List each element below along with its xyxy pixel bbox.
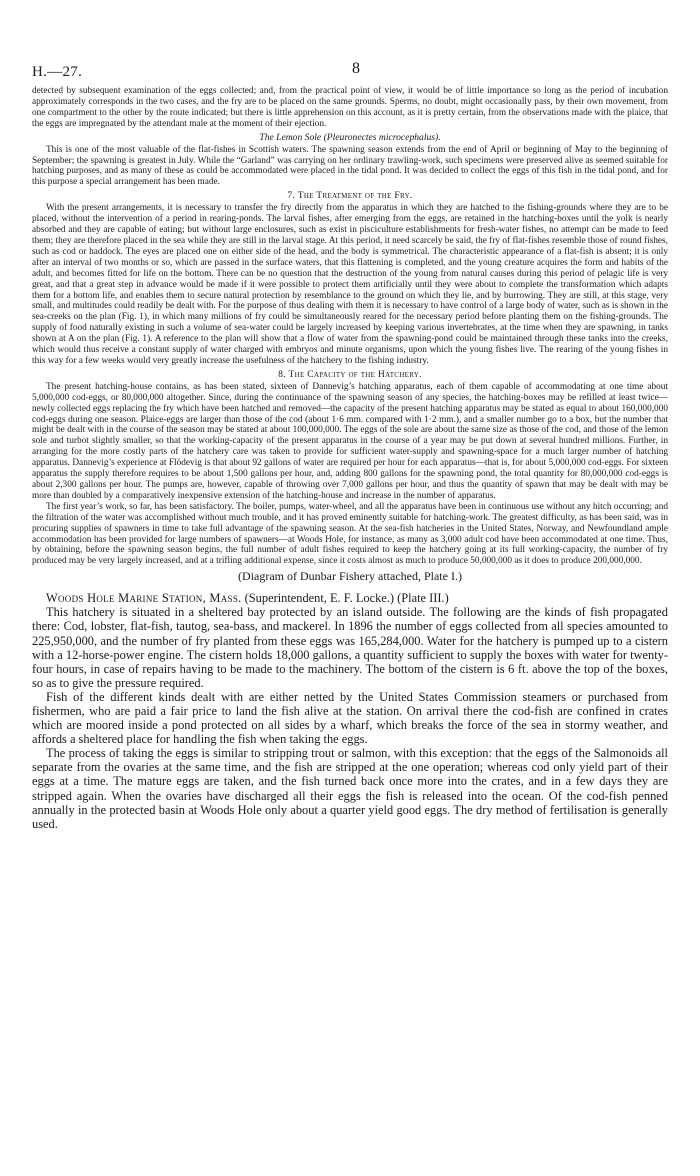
woods-hole-paragraph-3: The process of taking the eggs is similar to stripping trout or salmon, with this exception: that the eggs of the Salmonoids all separate from the ovaries at the same time, and the fish are stripped at the one operation; whereas cod only yield part of their eggs at a time. The mature eggs are taken, and the fish turned back once more into the crates, and in a few days they are stripped again. When the ovaries have discharged all their eggs the fish is released into the ocean. Of the cod-fish penned annually in the protected basin at Woods Hole only about a quarter yield good eggs. The dry method of fertilisation is generally used. — [32, 746, 668, 831]
lemon-sole-heading: The Lemon Sole (Pleuronectes microcephalus). — [259, 131, 441, 143]
small-print-section — [32, 86, 668, 567]
section-7-paragraph: With the present arrangements, it is necessary to transfer the fry directly from the apparatus in which they are hatched to the fishing-grounds where they are to be placed, without the intervention of a period in rearing-ponds. The larval fishes, after emerging from the eggs, are retained in the hatching-boxes until the yolk is nearly absorbed and they are capable of eating; but without large enclosures, such as exist in pisciculture establishments for fresh-water fishes, no attempt can be made to feed them; they are therefore placed in the sea while they are still in the larval stage. At this period, it need scarcely be said, the fry of flat-fishes resemble those of round fishes, such as cod or haddock. The eyes are placed one on either side of the head, and the body is symmetrical. The characteristic appearance of a flat-fish is absent; it is only after an interval of two months or so, which are passed in the surface waters, that this flattening is completed, and the young creature acquires the form and habits of the adult, and becomes fitted for life on the bottom. There can be no question that the destruction of the young from natural causes during this period of pelagic life is very great, and that a great step in advance would be made if it were possible to protect them artificially until they were about to complete the transformation which adapts them for a bottom life, and enables them to secure natural protection by resemblance to the ground on which they lie, and by burrowing. They are still, at this stage, very small, and multitudes could readily be dealt with. For the purpose of thus dealing with them it is necessary to have control of a large body of water, such as is shown in the sea-creeks on the plan (Fig. 1), in which many millions of fry could be simultaneously reared for the necessary period before planting them on the fishing-grounds. The supply of food naturally existing in such a volume of sea-water could be largely increased by keeping various invertebrates, at the time when they are spawning, in tanks shown at A on the plan (Fig. 1). A reference to the plan will show that a flow of water from the spawning-pond could be maintained through these tanks into the creeks, which would thus receive a constant supply of water charged with embryos and minute organisms, upon which the young fishes live. The rearing of the young fishes in this way for a few weeks would very greatly increase the usefulness of the hatchery to the fishing industry. — [32, 203, 668, 366]
document-reference: H.—27. — [32, 64, 83, 80]
woods-hole-section — [32, 591, 668, 831]
page-header — [32, 56, 668, 86]
woods-hole-title: Woods Hole Marine Station, Mass. — [46, 591, 242, 606]
page-number: 8 — [352, 60, 360, 77]
woods-hole-paragraph-1: This hatchery is situated in a sheltered bay protected by an island outside. The following are the kinds of fish propagated there: Cod, lobster, flat-fish, tautog, sea-bass, and mackerel. In 1896 the number of eggs collected from all species amounted to 225,950,000, and the number of fry planted from these eggs was 165,284,000. Water for the hatchery is pumped up to a cistern with a 12-horse-power engine. The cistern holds 18,000 gallons, a quantity sufficient to supply the boxes with water for twenty-four hours, in case of repairs having to be made to the machinery. The bottom of the cistern is 6 ft. above the top of the boxes, so as to give the pressure required. — [32, 605, 668, 690]
section-8-heading: 8. The Capacity of the Hatchery. — [278, 368, 422, 380]
woods-hole-paragraph-2: Fish of the different kinds dealt with are either netted by the United States Commission steamers or purchased from fishermen, who are paid a fair price to land the fish alive at the station. On arrival there the cod-fish are confined in crates which are moored inside a pond protected on all sides by a wharf, which breaks the force of the sea in stormy weather, and affords a sheltered place for handling the fish when taking the eggs. — [32, 689, 668, 747]
intro-paragraph: detected by subsequent examination of the eggs collected; and, from the practical point of view, it would be of little importance so long as the period of incubation approximately corresponds in the two cases, and the fry are to be placed on the same grounds. Sperms, no doubt, might occasionally pass, by their own movement, from one compartment to the other by the route indicated; but there is little apprehension on this account, as it is pretty certain, from the observations made with the plaice, that the eggs are impregnated by the attendant male at the moment of their ejection. — [32, 86, 668, 129]
woods-hole-title-rest: (Superintendent, E. F. Locke.) (Plate III.) — [244, 591, 449, 606]
diagram-note: (Diagram of Dunbar Fishery attached, Plate I.) — [238, 569, 462, 584]
section-8-paragraph-2: The first year’s work, so far, has been satisfactory. The boiler, pumps, water-wheel, and all the apparatus have been in continuous use without any hitch occurring; and the filtration of the water was accomplished without much trouble, and it has proved eminently suitable for hatching-work. The greatest difficulty, as has been said, was in procuring supplies of spawners in time to take full advantage of the spawning season. At the sea-fish hatcheries in the United States, Norway, and Newfoundland ample accommodation has been provided for large numbers of spawners—at Woods Hole, for instance, as many as 3,000 adult cod have been accommodated at one time. Thus, by obtaining, before the spawning season begins, the full number of adult fishes required to keep the hatchery going at its full working-capacity, the number of fry produced may be very largely increased, and at a trifling additional expense, since it costs almost as much to produce 50,000,000 as it does to produce 200,000,000. — [32, 501, 668, 567]
woods-hole-title-line — [32, 591, 668, 605]
section-7-heading: 7. The Treatment of the Fry. — [287, 190, 413, 202]
lemon-sole-paragraph: This is one of the most valuable of the flat-fishes in Scottish waters. The spawning season extends from the end of April or beginning of May to the beginning of September; the spawning is greatest in July. While the “Garland” was carrying on her ordinary trawling-work, such specimens were preserved alive as seemed suitable for hatching purposes, and as many of these as could be accommodated were placed in the tidal pond. It was decided to collect the eggs of this fish in the tidal pond, and for this purpose a special arrangement has been made. — [32, 144, 668, 188]
section-8-paragraph-1: The present hatching-house contains, as has been stated, sixteen of Dannevig’s hatching apparatus, each of them capable of accommodating at one time about 5,000,000 cod-eggs, or 80,000,000 altogether. Since, during the continuance of the spawning season of any species, the hatching-boxes may be refilled at least twice—newly collected eggs replacing the fry which have been hatched and removed—the capacity of the present hatching apparatus may be stated as equal to about 160,000,000 cod-eggs during one season. Plaice-eggs are larger than those of the cod (about 1·6 mm. compared with 1·2 mm.), and a smaller number go to a box, but the number that might be dealt with in the course of the season may be stated at about 100,000,000. The eggs of the sole are about the same size as those of the cod, and those of the lemon sole and turbot slightly smaller, so that the working-capacity of the present apparatus in the course of a year may be put down at several hundred millions. Further, in arranging for the more costly parts of the hatchery care was taken to provide for sufficient water-supply and spawning-space for a much larger number of hatching apparatus. Dannevig’s experience at Flödevig is that about 92 gallons of water are required per hour for each apparatus—that is, for about 5,000,000 cod-eggs. For sixteen apparatus the supply therefore requires to be about 1,500 gallons per hour, and, adding 800 gallons for the spawning pond, the total quantity for 80,000,000 cod-eggs is about 2,300 gallons per hour. The pumps are, however, capable of throwing over 7,000 gallons per hour, and thus the quantity of spawn that may be dealt with may be more than doubled by a comparatively inexpensive extension of the hatching-house and increase in the number of apparatus. — [32, 381, 668, 501]
